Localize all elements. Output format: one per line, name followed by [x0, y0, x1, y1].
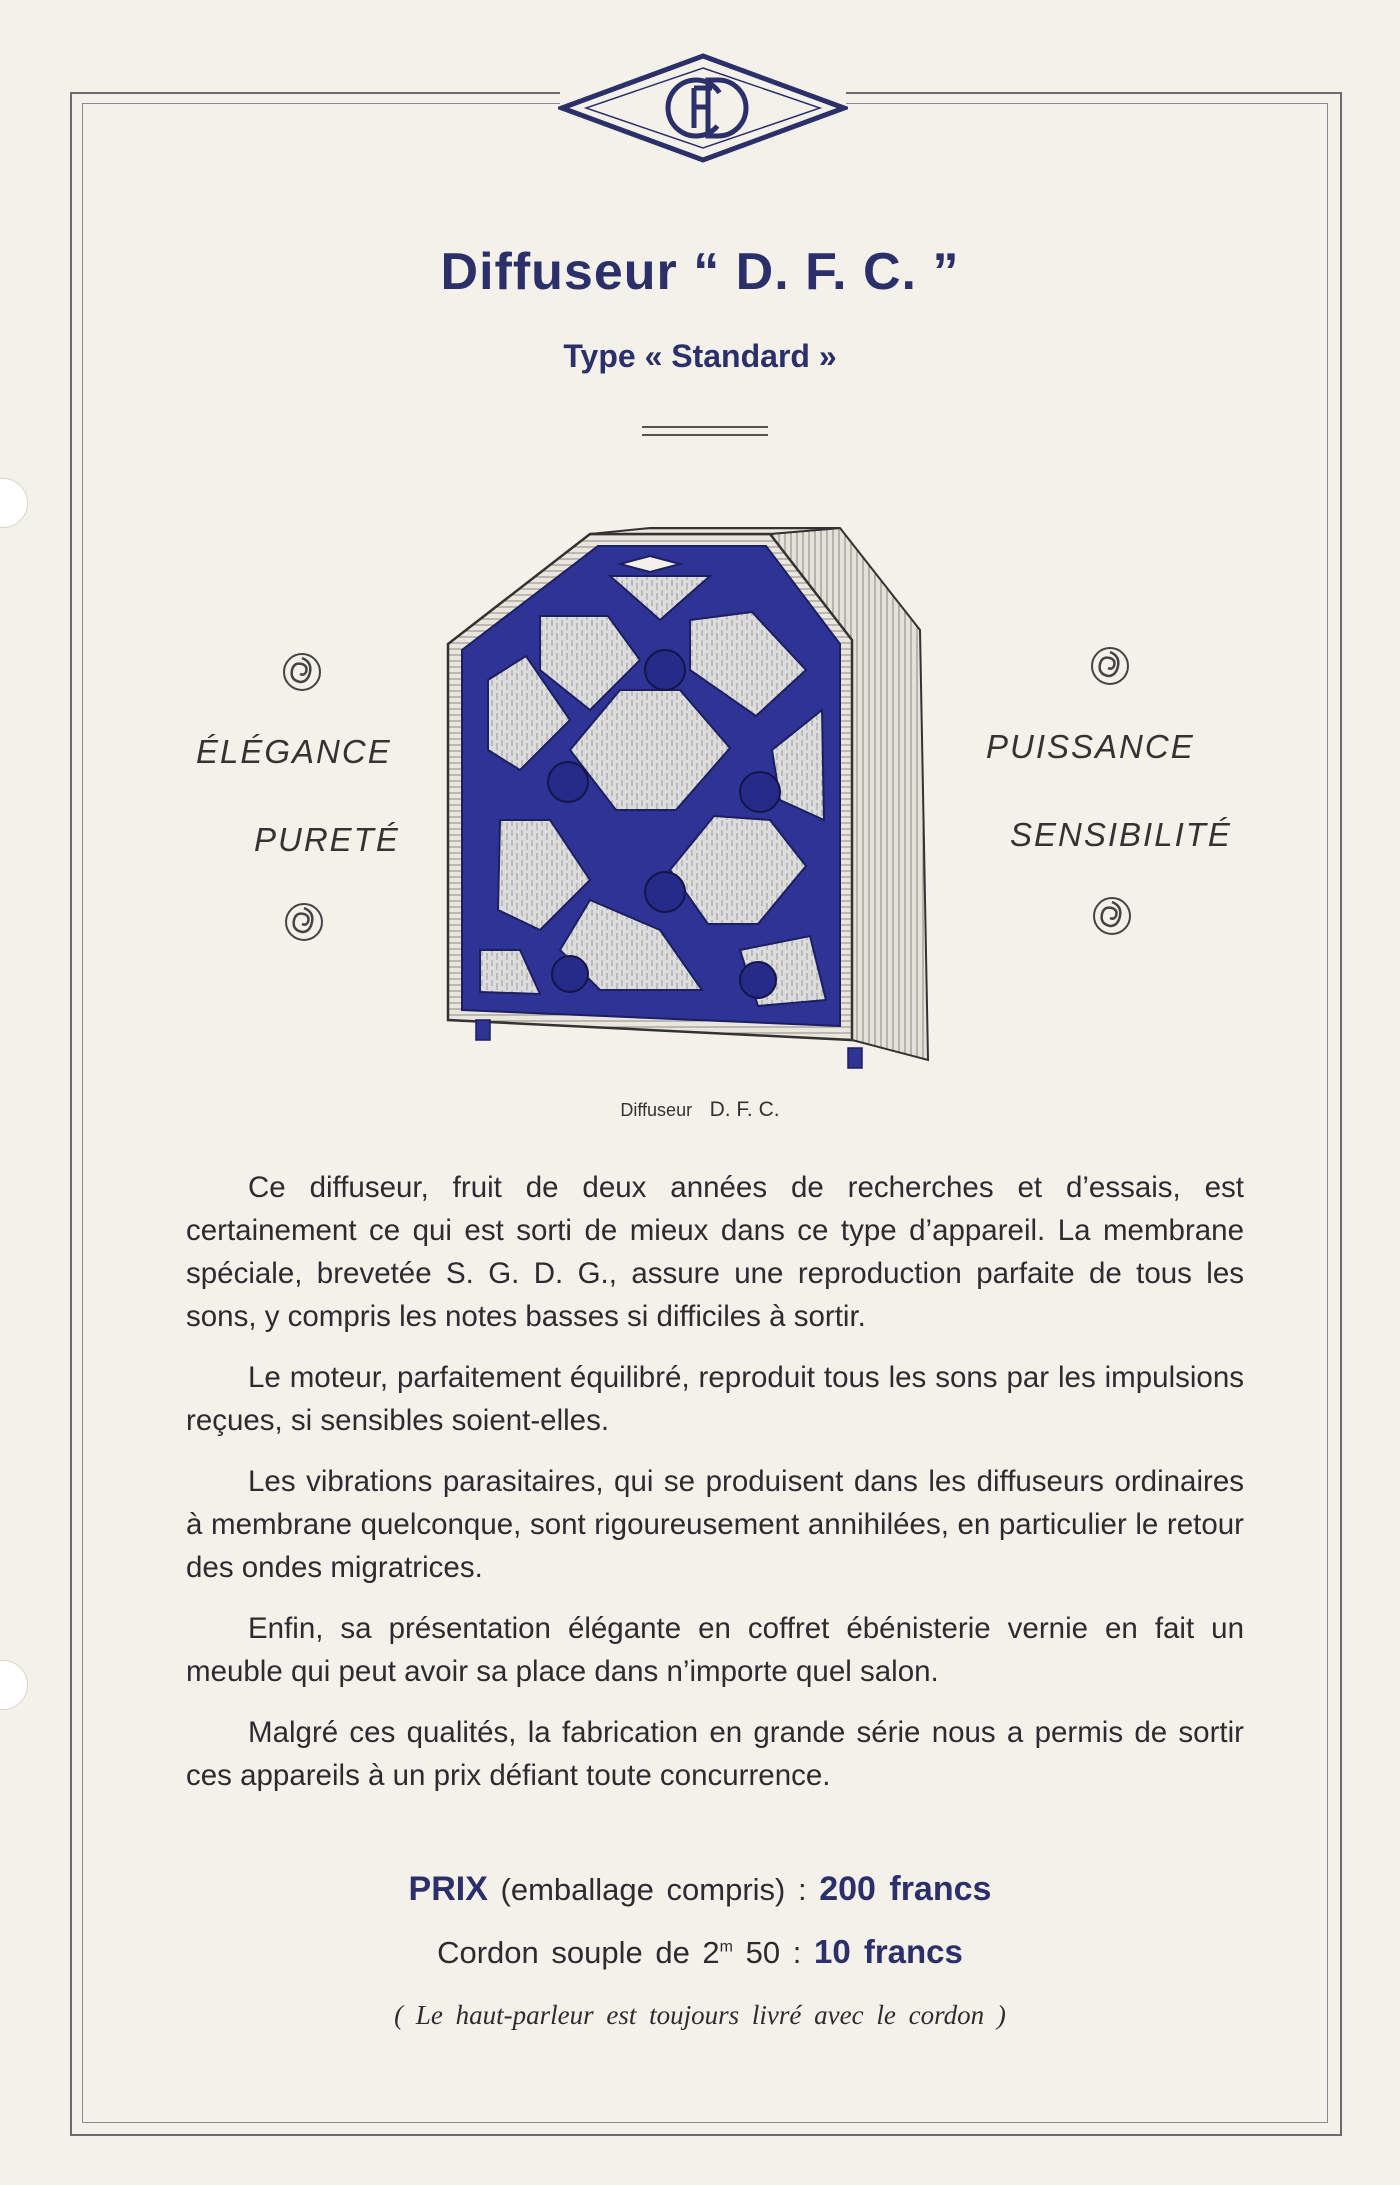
feature-puissance: PUISSANCE	[986, 728, 1195, 765]
rose-ornament-icon	[280, 650, 324, 694]
paragraph: Le moteur, parfaitement équilibré, reproduit tous les sons par les impulsions reçues, si sensibles soient-elles.	[186, 1361, 1244, 1437]
dfc-logo	[558, 52, 848, 164]
cord-note: ( Le haut-parleur est toujours livré avec le cordon )	[394, 2000, 1006, 2030]
page-title: Diffuseur “ D. F. C. ”	[440, 243, 960, 301]
price-label: PRIX	[408, 1870, 488, 1908]
paragraph: Malgré ces qualités, la fabrication en grande série nous a permis de sortir ces appareils à un prix défiant toute concurrence.	[186, 1716, 1244, 1792]
feature-sensibilite: SENSIBILITÉ	[1010, 816, 1232, 853]
cord-amount: 10 francs	[813, 1933, 963, 1970]
illustration-caption	[0, 1098, 1400, 1122]
rose-ornament-icon	[1088, 644, 1132, 688]
description-body	[186, 1166, 1244, 1815]
title-separator-line-2	[642, 434, 768, 436]
price-condition: (emballage compris) :	[500, 1872, 807, 1907]
punch-hole-top	[0, 478, 28, 528]
rose-ornament-icon	[1090, 894, 1134, 938]
cord-price-line	[0, 1933, 1400, 1971]
paragraph: Ce diffuseur, fruit de deux années de recherches et d’essais, est certainement ce qui est sorti de mieux dans ce type d’appareil. La membrane spéciale, brevetée S. G. D. G., assure une reproduction parfaite de tous les sons, y compris les notes basses si difficiles à sortir.	[186, 1171, 1244, 1333]
feature-elegance: ÉLÉGANCE	[196, 733, 392, 770]
feature-purete: PURETÉ	[254, 821, 400, 858]
punch-hole-bottom	[0, 1660, 28, 1710]
cord-unit: m	[719, 1938, 733, 1956]
speaker-illustration	[440, 520, 970, 1080]
title-separator-line-1	[642, 426, 768, 428]
price-line	[0, 1870, 1400, 1909]
paragraph: Enfin, sa présentation élégante en coffret ébénisterie vernie en fait un meuble qui peut avoir sa place dans n’importe quel salon.	[186, 1612, 1244, 1688]
rose-ornament-icon	[282, 900, 326, 944]
cord-length: 50 :	[745, 1935, 802, 1970]
caption-letters: D. F. C.	[709, 1098, 780, 1121]
page-subtitle: Type « Standard »	[563, 338, 837, 374]
paragraph: Les vibrations parasitaires, qui se produisent dans les diffuseurs ordinaires à membrane quelconque, sont rigoureusement annihilées, en particulier le retour des ondes migratrices.	[186, 1465, 1244, 1584]
cord-label: Cordon souple de 2	[437, 1935, 720, 1970]
price-amount: 200 francs	[819, 1870, 992, 1908]
caption-word: Diffuseur	[620, 1100, 693, 1120]
